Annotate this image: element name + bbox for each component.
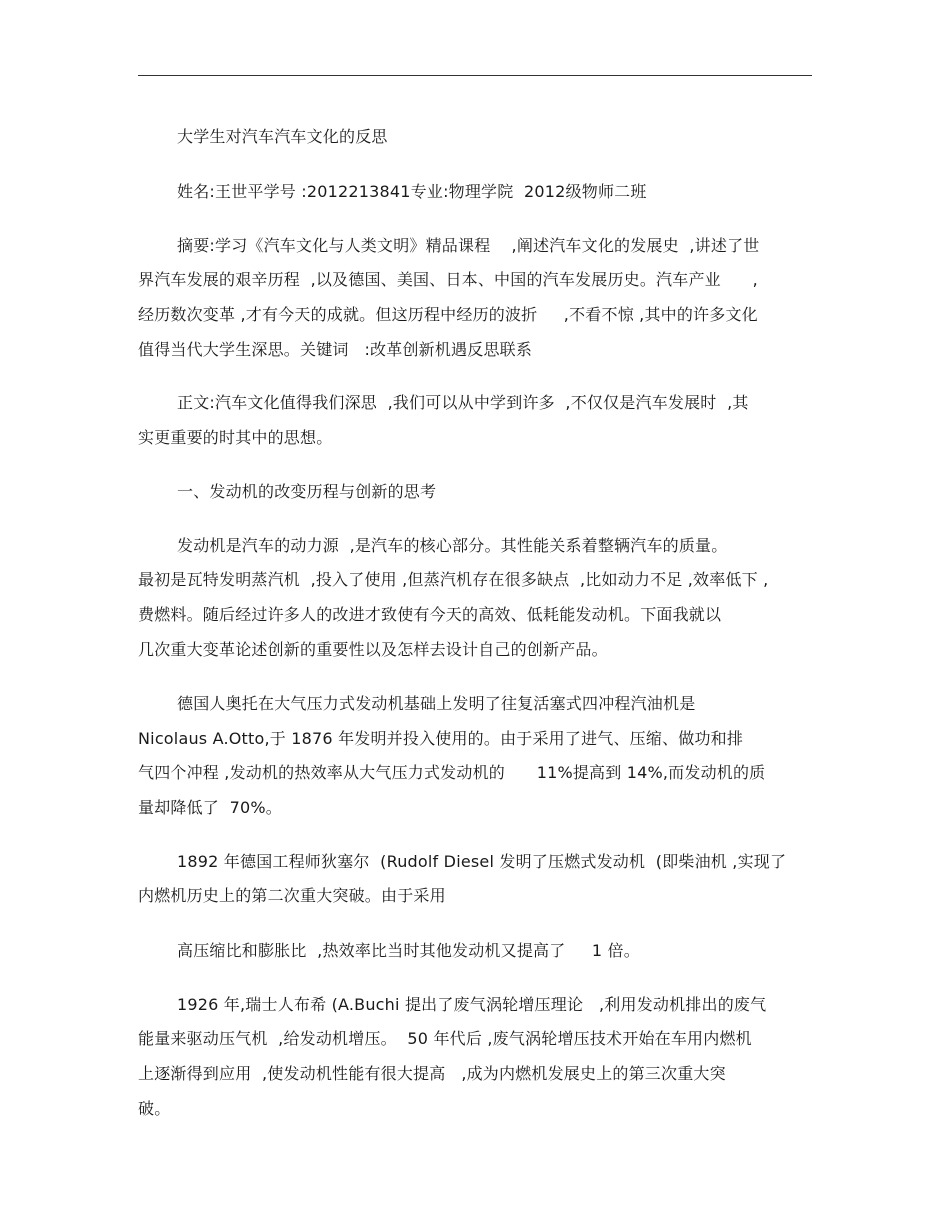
paragraph-line: Nicolaus A.Otto,于 1876 年发明并投入使用的。由于采用了进气、压缩、做功和排 — [138, 729, 744, 748]
author-line: 姓名:王世平学号 :2012213841专业:物理学院 2012级物师二班 — [177, 182, 647, 201]
paragraph-line: 上逐渐得到应用 ,使发动机性能有很大提高 ,成为内燃机发展史上的第三次重大突 — [138, 1064, 726, 1083]
abstract-line: 值得当代大学生深思。关键词 :改革创新机遇反思联系 — [138, 340, 533, 359]
paragraph-line: 发动机是汽车的动力源 ,是汽车的核心部分。其性能关系着整辆汽车的质量。 — [177, 536, 728, 555]
body-intro-line: 正文:汽车文化值得我们深思 ,我们可以从中学到许多 ,不仅仅是汽车发展时 ,其 — [177, 393, 749, 412]
paragraph-line: 量却降低了 70%。 — [138, 798, 282, 817]
abstract-line: 界汽车发展的艰辛历程 ,以及德国、美国、日本、中国的汽车发展历史。汽车产业 , — [138, 270, 758, 289]
paragraph-line: 1926 年,瑞士人布希 (A.Buchi 提出了废气涡轮增压理论 ,利用发动机排出的废气 — [177, 995, 767, 1014]
paragraph-line: 能量来驱动压气机 ,给发动机增压。 50 年代后 ,废气涡轮增压技术开始在车用内燃机 — [138, 1029, 752, 1048]
paragraph-line: 破。 — [138, 1099, 171, 1118]
paragraph-line: 气四个冲程 ,发动机的热效率从大气压力式发动机的 11%提高到 14%,而发动机的质 — [138, 763, 766, 782]
body-intro-line: 实更重要的时其中的思想。 — [138, 428, 333, 447]
paragraph-line: 高压缩比和膨胀比 ,热效率比当时其他发动机又提高了 1 倍。 — [177, 941, 640, 960]
paragraph-line: 德国人奥托在大气压力式发动机基础上发明了往复活塞式四冲程汽油机是 — [177, 694, 696, 713]
paragraph-line: 内燃机历史上的第二次重大突破。由于采用 — [138, 886, 446, 905]
paragraph-line: 1892 年德国工程师狄塞尔 (Rudolf Diesel 发明了压燃式发动机 (即柴油机 ,实现了 — [177, 852, 787, 871]
abstract-line: 摘要:学习《汽车文化与人类文明》精品课程 ,阐述汽车文化的发展史 ,讲述了世 — [177, 236, 760, 255]
document-title: 大学生对汽车汽车文化的反思 — [177, 127, 388, 146]
paragraph-line: 费燃料。随后经过许多人的改进才致使有今天的高效、低耗能发动机。下面我就以 — [138, 605, 722, 624]
header-rule — [138, 75, 812, 76]
abstract-line: 经历数次变革 ,才有今天的成就。但这历程中经历的波折 ,不看不惊 ,其中的许多文化 — [138, 305, 758, 324]
section-heading: 一、发动机的改变历程与创新的思考 — [177, 482, 437, 501]
paragraph-line: 最初是瓦特发明蒸汽机 ,投入了使用 ,但蒸汽机存在很多缺点 ,比如动力不足 ,效率低下 , — [138, 570, 769, 589]
paragraph-line: 几次重大变革论述创新的重要性以及怎样去设计自己的创新产品。 — [138, 640, 608, 659]
